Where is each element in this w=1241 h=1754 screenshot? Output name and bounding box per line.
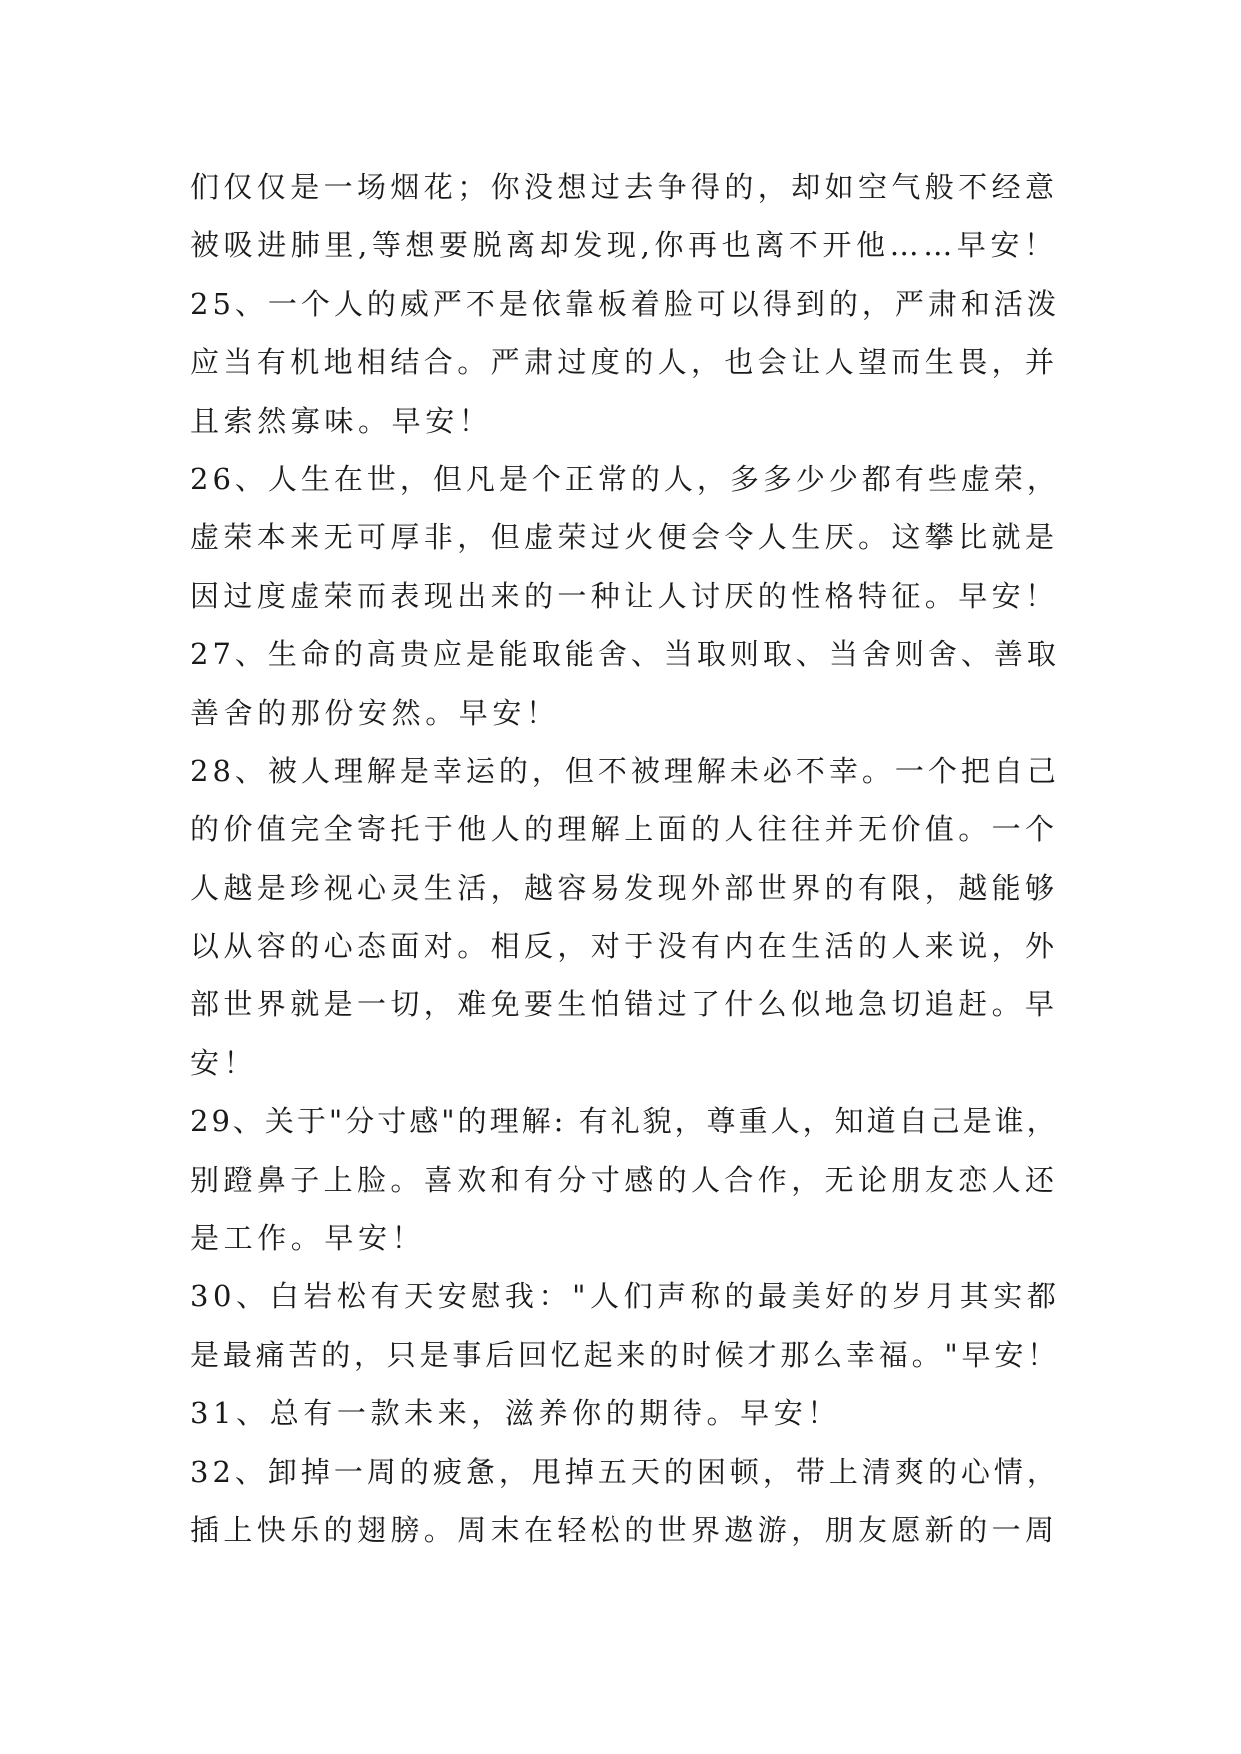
text-line: 且索然寡味。早安！ (190, 403, 493, 438)
text-line: 30、白岩松有天安慰我："人们声称的最美好的岁月其实都 (190, 1279, 1061, 1314)
text-line: 以从容的心态面对。相反，对于没有内在生活的人来说，外 (190, 929, 1059, 964)
text-line: 是工作。早安！ (190, 1221, 426, 1256)
text-line: 被吸进肺里,等想要脱离却发现,你再也离不开他……早安！ (190, 228, 1058, 263)
text-line: 31、总有一款未来，滋养你的期待。早安！ (190, 1396, 841, 1431)
text-line: 应当有机地相结合。严肃过度的人，也会让人望而生畏，并 (190, 345, 1059, 380)
text-line: 29、关于"分寸感"的理解: 有礼貌，尊重人，知道自己是谁， (190, 1104, 1059, 1139)
document-body (190, 158, 1060, 1559)
text-line: 人越是珍视心灵生活，越容易发现外部世界的有限，越能够 (190, 870, 1059, 905)
text-line: 28、被人理解是幸运的，但不被理解未必不幸。一个把自己 (190, 753, 1060, 788)
text-line: 32、卸掉一周的疲惫，甩掉五天的困顿，带上清爽的心情， (190, 1454, 1060, 1489)
text-line: 因过度虚荣而表现出来的一种让人讨厌的性格特征。早安！ (190, 578, 1059, 613)
text-line: 25、一个人的威严不是依靠板着脸可以得到的，严肃和活泼 (190, 286, 1060, 321)
text-line: 虚荣本来无可厚非，但虚荣过火便会令人生厌。这攀比就是 (190, 520, 1059, 555)
text-line: 们仅仅是一场烟花；你没想过去争得的，却如空气般不经意 (190, 170, 1059, 204)
text-line: 插上快乐的翅膀。周末在轻松的世界遨游，朋友愿新的一周 (190, 1512, 1059, 1547)
text-line: 部世界就是一切，难免要生怕错过了什么似地急切追赶。早 (190, 987, 1059, 1022)
text-line: 安！ (190, 1045, 258, 1080)
text-line: 27、生命的高贵应是能取能舍、当取则取、当舍则舍、善取 (190, 637, 1060, 672)
text-line: 26、人生在世，但凡是个正常的人，多多少少都有些虚荣， (190, 461, 1060, 496)
text-line: 的价值完全寄托于他人的理解上面的人往往并无价值。一个 (190, 812, 1059, 847)
text-line: 别蹬鼻子上脸。喜欢和有分寸感的人合作，无论朋友恋人还 (190, 1162, 1059, 1197)
text-line: 是最痛苦的，只是事后回忆起来的时候才那么幸福。"早安！ (190, 1337, 1060, 1372)
text-line: 善舍的那份安然。早安！ (190, 695, 560, 730)
